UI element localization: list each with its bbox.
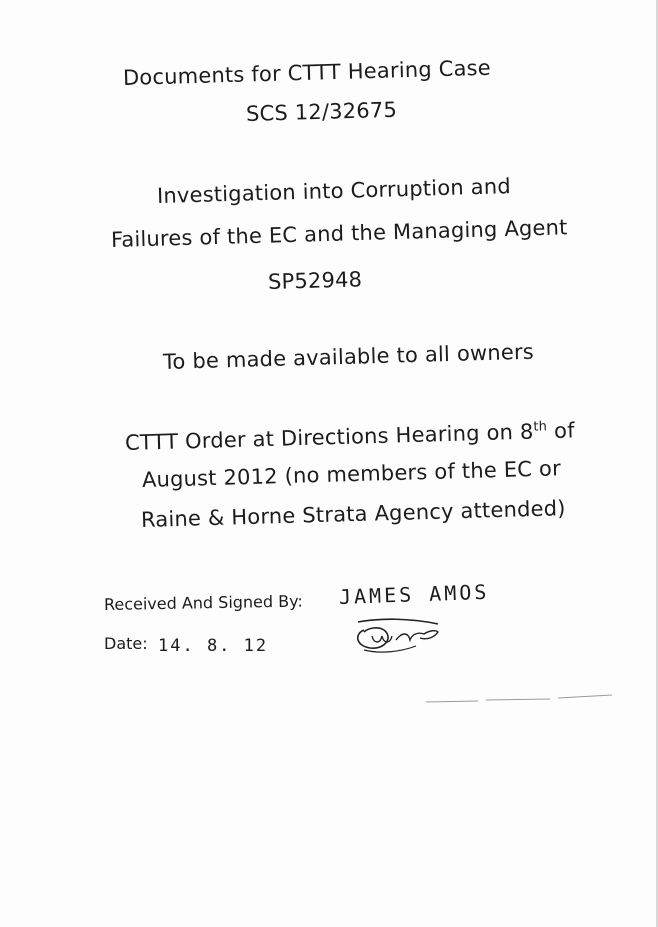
faint-dashed-line	[420, 688, 620, 708]
order-line-1	[125, 418, 575, 455]
case-number: SCS 12/32675	[245, 97, 398, 126]
signature	[350, 610, 460, 660]
handwritten-date: 14. 8. 12	[158, 636, 269, 656]
title-line-1: Documents for CTTT Hearing Case	[122, 55, 492, 90]
order-line-1-end: of	[546, 418, 576, 444]
handwritten-name: JAMES AMOS	[338, 579, 490, 609]
received-label: Received And Signed By:	[103, 591, 304, 614]
subject-line-1: Investigation into Corruption and	[156, 174, 512, 208]
order-line-3: Raine & Horne Strata Agency attended)	[140, 496, 566, 532]
order-line-2: August 2012 (no members of the EC or	[141, 456, 562, 492]
strata-plan-number: SP52948	[267, 267, 363, 294]
ordinal-suffix: th	[533, 419, 548, 435]
availability-note: To be made available to all owners	[162, 339, 535, 374]
subject-line-2: Failures of the EC and the Managing Agent	[110, 215, 568, 252]
order-line-1-text: CTTT Order at Directions Hearing on 8	[124, 419, 534, 455]
date-label: Date:	[104, 634, 148, 653]
